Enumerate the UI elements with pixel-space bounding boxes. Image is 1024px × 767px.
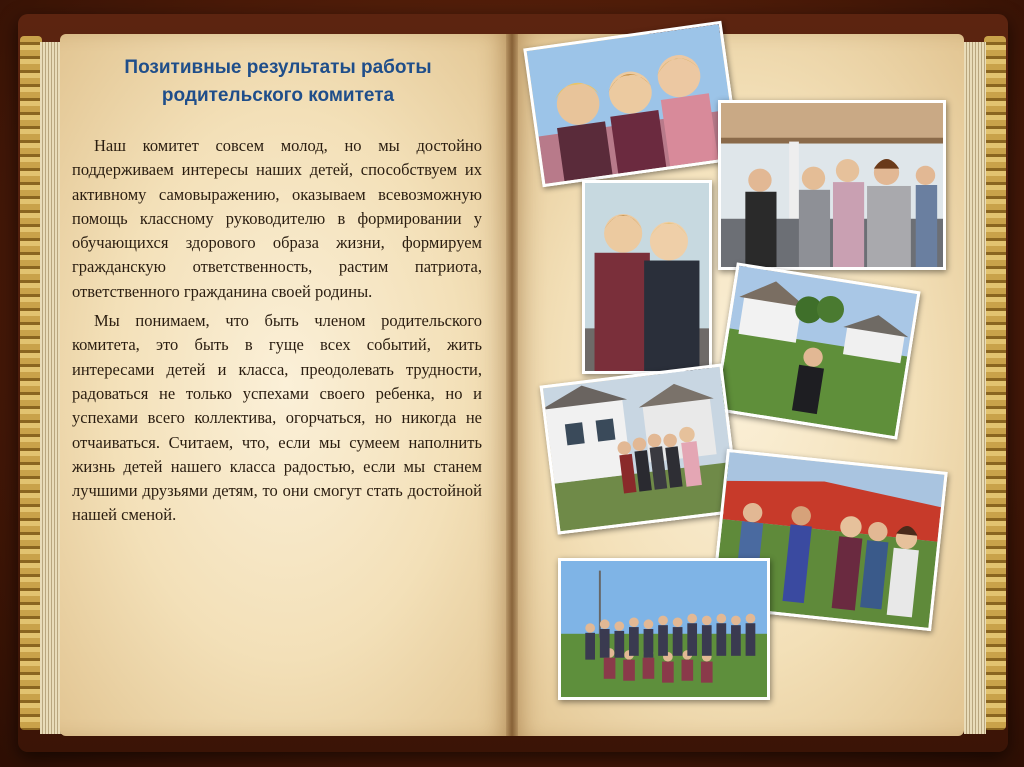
title-line-1: Позитивные результаты работы bbox=[124, 57, 432, 78]
slide-title bbox=[78, 54, 478, 110]
book-spine bbox=[506, 34, 518, 736]
title-line-2: родительского комитета bbox=[161, 85, 395, 106]
photo-large-group bbox=[558, 558, 770, 700]
photo-two-women bbox=[582, 180, 712, 374]
photo-field-house bbox=[713, 262, 920, 439]
body-text bbox=[72, 134, 482, 528]
photo-women-selfie bbox=[523, 21, 741, 187]
cover-ornament-left bbox=[20, 36, 42, 730]
paragraph-2: Мы понимаем, что быть членом родительского комитета, это быть в гуще всех событий, жить интересами детей и класса, преодолевать трудности, радоваться не только успехами своего ребенка, но и успехами всего коллектива, огорчаться, но никогда не отчаиваться. Считаем, что, если мы сумеем наполнить жизнь детей нашего класса радостью, если мы станем лучшими друзьями детям, то они смогут стать достойной нашей сменой. bbox=[72, 311, 482, 525]
cover-ornament-right bbox=[984, 36, 1006, 730]
paragraph-1: Наш комитет совсем молод, но мы достойно поддерживаем интересы наших детей, способствуем их активному самовыражению, оказываем всевозможную помощь классному руководителю в формировании у обучающихся здорового образа жизни, формируем гражданскую ответственность, растим патриота, ответственного гражданина своей родины. bbox=[72, 136, 482, 301]
page-stack-right bbox=[964, 42, 986, 734]
open-book bbox=[18, 14, 1008, 752]
page-stack-left bbox=[40, 42, 62, 734]
photo-group-canopy bbox=[718, 100, 946, 270]
photo-children-house bbox=[540, 363, 741, 534]
